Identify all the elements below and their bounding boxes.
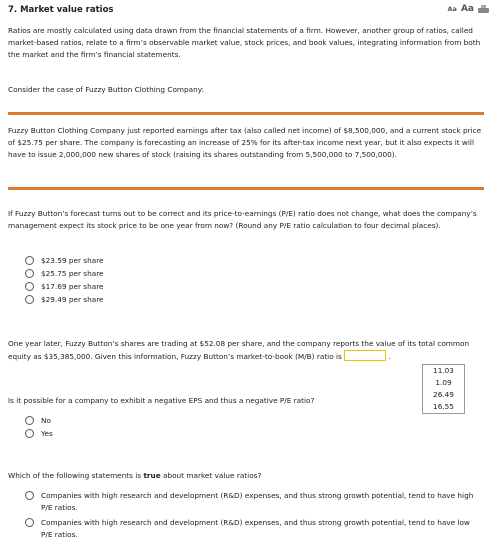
option-label: Yes	[41, 429, 53, 438]
dropdown-option[interactable]: 1.09	[435, 378, 452, 387]
q3-option-no[interactable]	[25, 416, 51, 425]
radio-button[interactable]	[25, 295, 34, 304]
q3-option-yes[interactable]	[25, 429, 53, 438]
option-label: Companies with high research and development (R&D) expenses, and thus strong growth potential, tend to have low P/E ratios.	[41, 518, 470, 539]
q4-option-1[interactable]	[25, 490, 480, 514]
q1-option-3[interactable]	[25, 282, 104, 291]
radio-button[interactable]	[25, 491, 34, 500]
dropdown-option[interactable]: 11.03	[433, 366, 454, 375]
q2-prompt: One year later, Fuzzy Button’s shares are trading at $52.08 per share, and the company reports the value of its total common equity as $35,385,000. Given this information, Fuzzy Button’s market-to-book (M/B) ratio is	[8, 339, 470, 361]
q4-prompt-post: about market value ratios?	[160, 471, 262, 480]
option-label: No	[41, 416, 51, 425]
q1-option-4[interactable]	[25, 295, 104, 304]
q4-prompt-emphasis: true	[143, 471, 161, 480]
print-icon[interactable]	[478, 5, 489, 14]
q3-prompt: Is it possible for a company to exhibit a negative EPS and thus a negative P/E ratio?	[8, 396, 315, 405]
option-label: $23.59 per share	[41, 256, 104, 265]
q4-option-2[interactable]	[25, 517, 480, 541]
case-bottom-divider	[8, 187, 484, 190]
q1-option-1[interactable]	[25, 256, 104, 265]
option-label: Companies with high research and development (R&D) expenses, and thus strong growth potential, tend to have high P/E ratios.	[41, 491, 474, 512]
font-decrease-button[interactable]: Aa	[447, 5, 457, 13]
question-title: 7. Market value ratios	[8, 5, 114, 15]
option-label: $29.49 per share	[41, 295, 104, 304]
mb-ratio-answer-select[interactable]	[344, 350, 386, 361]
q4-prompt-pre: Which of the following statements is	[8, 471, 144, 480]
mb-ratio-dropdown-list	[422, 364, 465, 414]
q1-prompt: If Fuzzy Button’s forecast turns out to be correct and its price-to-earnings (P/E) ratio does not change, what does the company’s management expect its stock price to be one year from now? (Round any P/E ratio calculation to four decimal places).	[8, 209, 477, 230]
q2-prompt-block: One year later, Fuzzy Button’s shares are trading at $52.08 per share, and the company reports the value of its total common equity as $35,385,000. Given this information, Fuzzy Button’s market-to-book (M/B) ratio is .	[8, 339, 470, 361]
case-text: Fuzzy Button Clothing Company just reported earnings after tax (also called net income) of $8,500,000, and a current stock price of $25.75 per share. The company is forecasting an increase of 25% for its after-tax income next year, but it also expects it will have to issue 2,000,000 new shares of stock (raising its shares outstanding from 5,500,000 to 7,500,000).	[8, 126, 482, 159]
radio-button[interactable]	[25, 429, 34, 438]
intro-text: Ratios are mostly calculated using data drawn from the financial statements of a firm. However, another group of ratios, called market-based ratios, relate to a firm’s observable market value, stock prices, and book values, integrating information from both the market and the firm’s financial statements.	[8, 26, 481, 59]
toolbar	[448, 4, 489, 14]
radio-button[interactable]	[25, 269, 34, 278]
radio-button[interactable]	[25, 518, 34, 527]
question-header	[8, 5, 489, 17]
option-label: $25.75 per share	[41, 269, 104, 278]
radio-button[interactable]	[25, 256, 34, 265]
q4-prompt	[8, 470, 489, 482]
dropdown-option[interactable]: 26.49	[433, 390, 454, 399]
case-top-divider	[8, 112, 484, 115]
dropdown-option[interactable]: 16.55	[433, 402, 454, 411]
radio-button[interactable]	[25, 282, 34, 291]
radio-button[interactable]	[25, 416, 34, 425]
font-increase-button[interactable]: Aa	[460, 4, 474, 14]
consider-text: Consider the case of Fuzzy Button Clothing Company:	[8, 85, 204, 94]
option-label: $17.69 per share	[41, 282, 104, 291]
q1-option-2[interactable]	[25, 269, 104, 278]
